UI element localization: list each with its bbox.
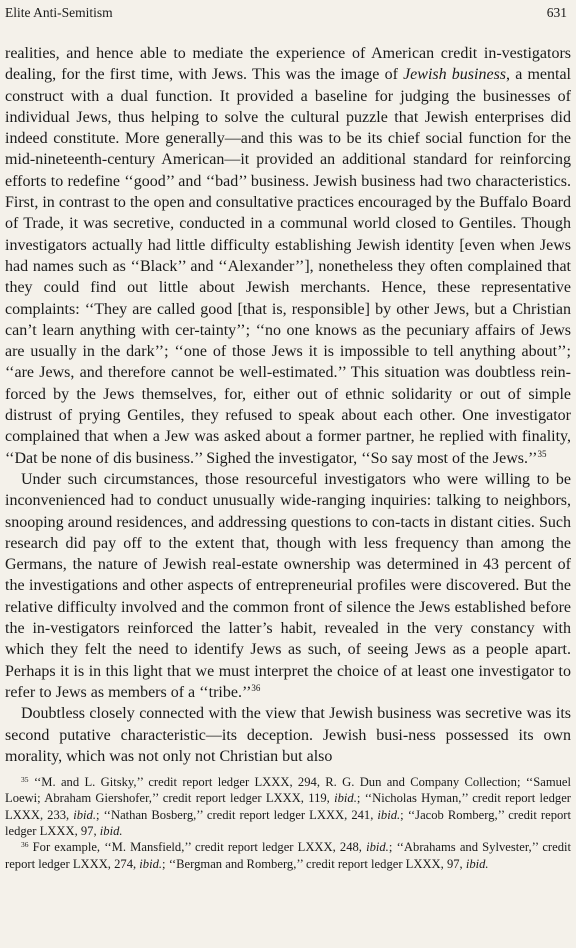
- footnote-ref: 36: [251, 682, 261, 693]
- text-run: ; ‘‘Bergman and Romberg,’’ credit report ledger LXXX, 97,: [162, 856, 466, 871]
- italic-text: ibid.: [334, 791, 357, 806]
- text-run: Doubtless closely connected with the view that Jewish business was secretive was its second putative characteristic—its deception. Jewish busi-ness possessed its own morality, which was not only not Christian but also: [5, 705, 571, 765]
- text-run: ; ‘‘Nicholas Hyman,’’ credit report ledger LXXX, 233,: [5, 791, 571, 822]
- footnote-ref: 35: [21, 775, 29, 785]
- book-page: [5, 4, 571, 872]
- text-run: ; ‘‘Jacob Romberg,’’ credit report ledger LXXX, 97,: [5, 807, 571, 838]
- text-run: ; ‘‘Nathan Bosberg,’’ credit report ledger LXXX, 241,: [96, 807, 378, 822]
- footnote-35: [5, 774, 571, 839]
- running-title: Elite Anti-Semitism: [5, 5, 113, 20]
- paragraph: [5, 703, 571, 767]
- page-number: 631: [546, 5, 567, 20]
- paragraph: [5, 469, 571, 703]
- body-text: [5, 43, 571, 767]
- text-run: Under such circumstances, those resourceful investigators who were willing to be inconvenienced had to conduct unusually wide-ranging inquiries: talking to neighbors, snooping around residences, and addressing questions to con-tacts in distant cities. Such research did pay off to the extent that, though with less frequency than among the Germans, the nature of Jewish real-estate ownership was determined in 43 percent of the investigations and other aspects of entrepreneurial profiles were discovered. But the relative difficulty involved and the common front of silence the Jews established before the in-vestigators reinforced the latter’s habit, revealed in the very constancy with which they felt the need to identify Jews as such, of seeing Jews as a people apart. Perhaps it is in this light that we must interpret the choice of at least one investigator to refer to Jews as members of a ‘‘tribe.’’: [5, 470, 571, 701]
- italic-text: ibid.: [377, 807, 401, 822]
- italic-text: Jewish business: [403, 66, 507, 84]
- text-run: realities, and hence able to mediate the experience of American credit in-vestigators dealing, for the first time, with Jews. This was the image of: [5, 45, 571, 84]
- footnotes: [5, 774, 571, 872]
- text-run: ‘‘M. and L. Gitsky,’’ credit report ledger LXXX, 294, R. G. Dun and Company Collection; ‘‘Samuel Loewi; Abraham Giershofer,’’ credit report ledger LXXX, 119,: [5, 775, 572, 806]
- italic-text: ibid.: [139, 856, 163, 871]
- paragraph: [5, 43, 571, 469]
- running-head: [5, 4, 571, 24]
- italic-text: ibid.: [99, 823, 123, 838]
- text-run: , a mental construct with a dual function. It provided a baseline for judging the businesses of individual Jews, thus helping to solve the cultural puzzle that Jewish enterprises did indeed constitute. More generally—and this was to be its chief social function for the mid-nineteenth-century American—it provided an additional standard for reinforcing efforts to redefine ‘‘good’’ and ‘‘bad’’ business. Jewish business had two characteristics. First, in contrast to the open and consultative practices encouraged by the Buffalo Board of Trade, it was secretive, conducted in a communal world closed to Gentiles. Though investigators actually had little difficulty establishing Jewish identity [even when Jews had names such as ‘‘Black’’ and ‘‘Alexander’’], nonetheless they often complained that they could find out little about Jewish merchants. Hence, these representative complaints: ‘‘They are called good [that is, responsible] by other Jews, but a Christian can’t learn anything with cer-tainty’’; ‘‘no one knows as the pecuniary affairs of Jews are usually in the dark’’; ‘‘one of those Jews it is impossible to tell anything about’’; ‘‘are Jews, and therefore cannot be well-estimated.’’ This situation was doubtless rein-forced by the Jews themselves, for, either out of ethnic solidarity or out of simple distrust of prying Gentiles, they refused to speak about each other. One investigator complained that when a Jew was asked about a former partner, he replied with finality, ‘‘Dat be none of dis business.’’ Sighed the investigator, ‘‘So say most of the Jews.’’: [5, 66, 572, 467]
- text-run: For example, ‘‘M. Mansfield,’’ credit report ledger LXXX, 248,: [32, 840, 367, 855]
- text-run: ; ‘‘Abrahams and Sylvester,’’ credit report ledger LXXX, 274,: [5, 840, 571, 871]
- italic-text: ibid.: [465, 856, 489, 871]
- footnote-ref: 35: [537, 448, 547, 459]
- italic-text: ibid.: [366, 840, 389, 855]
- italic-text: ibid.: [73, 807, 96, 822]
- footnote-36: [5, 839, 571, 872]
- footnote-ref: 36: [21, 840, 29, 850]
